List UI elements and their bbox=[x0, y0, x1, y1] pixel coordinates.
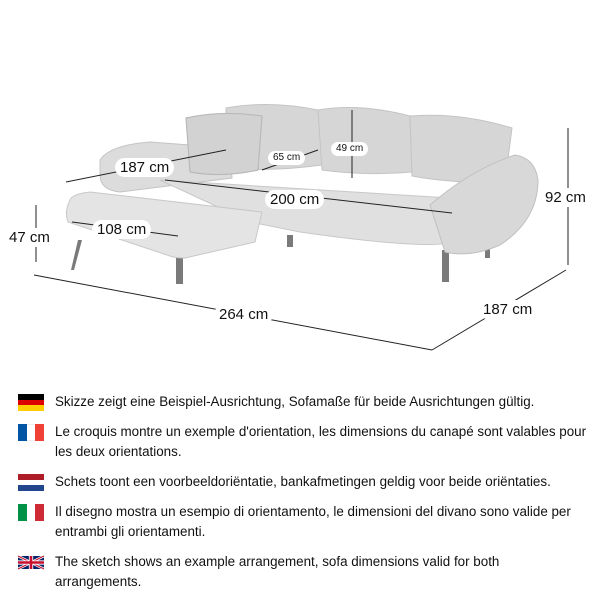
uk-flag-icon bbox=[18, 554, 44, 571]
legend-row-italian bbox=[18, 502, 588, 542]
it-flag-icon bbox=[18, 504, 44, 521]
dim-seat-height: 49 cm bbox=[331, 142, 368, 156]
dim-seat-depth: 65 cm bbox=[268, 151, 305, 165]
legend-text-english: The sketch shows an example arrangement, sofa dimensions valid for both arrangements. bbox=[55, 554, 500, 589]
leg-front-left bbox=[71, 240, 82, 270]
leg-back-middle bbox=[287, 235, 293, 247]
dim-total-width: 264 cm bbox=[214, 305, 273, 324]
sofa-back-cushions bbox=[226, 104, 512, 182]
dim-chaise-depth: 187 cm bbox=[115, 158, 174, 177]
back-cushion-middle bbox=[318, 108, 412, 174]
fr-flag-icon bbox=[18, 424, 44, 441]
de-flag-icon bbox=[18, 394, 44, 411]
legend-row-german bbox=[18, 392, 588, 412]
leg-front-right bbox=[442, 250, 449, 282]
legend-row-dutch bbox=[18, 472, 588, 492]
legend-text-italian: Il disegno mostra un esempio di orientamento, le dimensioni del divano sono valide per entrambi gli orientamenti. bbox=[55, 504, 571, 539]
dim-leg-height: 47 cm bbox=[4, 228, 55, 247]
leg-front-middle bbox=[176, 254, 183, 284]
legend-row-french bbox=[18, 422, 588, 462]
legend-text-dutch: Schets toont een voorbeeldoriëntatie, bankafmetingen geldig voor beide oriëntaties. bbox=[55, 474, 551, 489]
orientation-legend bbox=[18, 392, 588, 602]
nl-flag-icon bbox=[18, 474, 44, 491]
dim-seat-width: 200 cm bbox=[265, 190, 324, 209]
dim-total-height: 92 cm bbox=[540, 188, 591, 207]
dim-total-depth: 187 cm bbox=[478, 300, 537, 319]
legend-text-german: Skizze zeigt eine Beispiel-Ausrichtung, Sofamaße für beide Ausrichtungen gültig. bbox=[55, 394, 535, 409]
decorative-pillow bbox=[186, 113, 262, 174]
legend-text-french: Le croquis montre un exemple d'orientation, les dimensions du canapé sont valables pour les deux orientations. bbox=[55, 424, 587, 459]
legend-row-english bbox=[18, 552, 588, 592]
dim-chaise-width: 108 cm bbox=[92, 220, 151, 239]
